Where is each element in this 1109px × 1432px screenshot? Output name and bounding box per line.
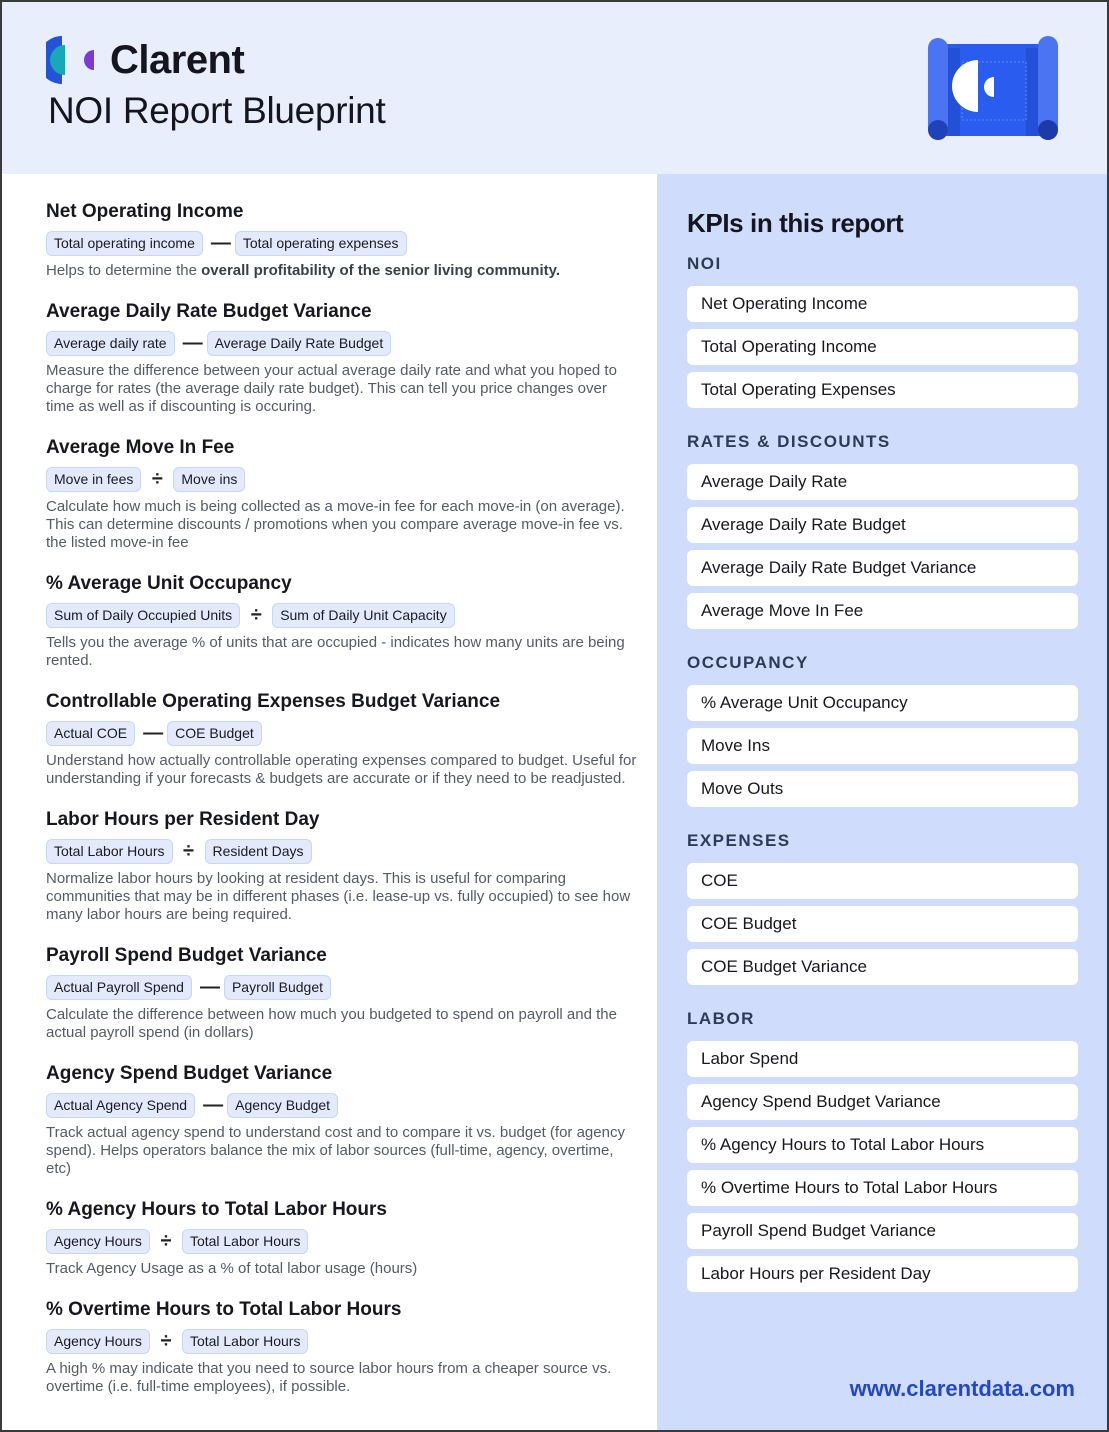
kpi-item[interactable]: Labor Spend [687,1041,1078,1077]
kpi-section [46,572,637,670]
blueprint-scroll-icon [926,34,1060,146]
formula-term: Actual Agency Spend [46,1093,195,1118]
formula [46,602,637,628]
divide-icon: ÷ [151,467,163,490]
kpi-item[interactable]: COE Budget Variance [687,949,1078,985]
section-title: Net Operating Income [46,201,244,222]
section-description [46,1360,637,1396]
kpi-item[interactable]: Agency Spend Budget Variance [687,1084,1078,1120]
formula-term: Total Labor Hours [46,839,173,864]
formula-term: Agency Budget [227,1093,338,1118]
minus-icon: — [203,1093,224,1116]
formula [46,974,637,1000]
description-text: Calculate the difference between how much you budgeted to spend on payroll and the actual payroll spend (in dollars) [46,1006,617,1041]
divide-icon: ÷ [250,603,262,626]
minus-icon: — [199,975,220,998]
description-text: Helps to determine the [46,262,202,279]
formula-term: Agency Hours [46,1229,150,1254]
kpi-panel [657,174,1107,1432]
kpi-section [46,200,637,280]
formula [46,1228,637,1254]
formula [46,1092,637,1118]
formula [46,330,637,356]
formula-term: Move ins [173,467,245,492]
kpi-group-label: LABOR [687,1009,755,1028]
kpi-group-label: OCCUPANCY [687,653,809,672]
kpi-section [46,1062,637,1178]
formula-term: Actual COE [46,721,135,746]
kpi-item[interactable]: Total Operating Income [687,329,1078,365]
brand-name: Clarent [110,37,245,82]
formula-term: Move in fees [46,467,141,492]
formula-term: COE Budget [167,721,262,746]
kpi-item[interactable]: % Overtime Hours to Total Labor Hours [687,1170,1078,1206]
description-emphasis: overall profitability of the senior living community. [201,262,561,279]
kpi-item[interactable]: Average Move In Fee [687,593,1078,629]
formula-term: Total Labor Hours [182,1329,309,1354]
section-description [46,634,637,670]
kpi-item[interactable]: Labor Hours per Resident Day [687,1256,1078,1292]
page-title: NOI Report Blueprint [48,90,386,131]
kpi-item[interactable]: % Agency Hours to Total Labor Hours [687,1127,1078,1163]
formula [46,838,637,864]
formula-term: Sum of Daily Unit Capacity [272,603,455,628]
kpi-item[interactable]: COE [687,863,1078,899]
header [2,2,1107,174]
section-description [46,362,637,416]
kpi-group-label: EXPENSES [687,831,791,850]
kpi-section [46,436,637,552]
section-title: % Overtime Hours to Total Labor Hours [46,1299,402,1320]
formula-term: Total Labor Hours [182,1229,309,1254]
kpi-section [46,808,637,924]
minus-icon: — [143,721,164,744]
kpi-item[interactable]: Total Operating Expenses [687,372,1078,408]
divide-icon: ÷ [183,839,194,862]
clarent-logo-icon [46,36,96,84]
section-title: % Average Unit Occupancy [46,573,292,594]
kpi-item[interactable]: Average Daily Rate Budget Variance [687,550,1078,586]
section-description [46,1006,637,1042]
kpi-section [46,690,637,788]
formula [46,466,637,492]
kpi-section [46,944,637,1042]
formula-term: Resident Days [205,839,312,864]
formula-term: Total operating income [46,231,203,256]
kpi-item[interactable]: Average Daily Rate [687,464,1078,500]
description-text: Tells you the average % of units that are occupied - indicates how many units are being rented. [46,634,625,669]
section-title: Agency Spend Budget Variance [46,1063,333,1084]
website-link[interactable]: www.clarentdata.com [849,1376,1075,1401]
description-text: A high % may indicate that you need to source labor hours from a cheaper source vs. overtime (i.e. full-time employees), if possible. [46,1360,612,1395]
section-description [46,870,637,924]
kpi-panel-heading: KPIs in this report [687,208,904,238]
description-text: Measure the difference between your actual average daily rate and what you hoped to charge for rates (the average daily rate budget). This can tell you price changes over time as well as if discounting is occuring. [46,362,617,415]
kpi-item[interactable]: Net Operating Income [687,286,1078,322]
section-description [46,262,637,280]
description-text: Calculate how much is being collected as a move-in fee for each move-in (on average). This can determine discounts / promotions when you compare average move-in fee vs. the listed move-in fee [46,498,625,551]
formula-term: Total operating expenses [235,231,407,256]
kpi-item[interactable]: Move Ins [687,728,1078,764]
kpi-item[interactable]: Move Outs [687,771,1078,807]
kpi-group-label: RATES & DISCOUNTS [687,432,891,451]
kpi-section [46,1298,637,1396]
formula [46,1328,637,1354]
kpi-item[interactable]: COE Budget [687,906,1078,942]
formula [46,720,637,746]
kpi-section [46,1198,637,1278]
description-text: Track actual agency spend to understand cost and to compare it vs. budget (for agency spend). Helps operators balance the mix of labor sources (full-time, agency, overtime, etc) [46,1124,625,1177]
minus-icon: — [210,231,231,254]
section-description [46,1124,637,1178]
formula-term: Payroll Budget [224,975,331,1000]
section-title: % Agency Hours to Total Labor Hours [46,1199,387,1220]
divide-icon: ÷ [160,1329,172,1352]
section-title: Labor Hours per Resident Day [46,809,320,830]
description-text: Understand how actually controllable operating expenses compared to budget. Useful for understanding if your forecasts & budgets are accurate or if they need to be readjusted. [46,752,637,787]
formula-term: Average daily rate [46,331,175,356]
minus-icon: — [182,331,203,354]
kpi-item[interactable]: % Average Unit Occupancy [687,685,1078,721]
kpi-definitions [2,174,657,1432]
kpi-section [46,300,637,416]
description-text: Normalize labor hours by looking at resident days. This is useful for comparing communities that may be in different phases (i.e. lease-up vs. fully occupied) to see how many labor hours are being required. [46,870,631,923]
section-title: Average Move In Fee [46,437,235,458]
section-description [46,752,637,788]
formula-term: Average Daily Rate Budget [207,331,392,356]
formula-term: Sum of Daily Occupied Units [46,603,240,628]
kpi-item[interactable]: Average Daily Rate Budget [687,507,1078,543]
description-text: Track Agency Usage as a % of total labor usage (hours) [46,1260,418,1277]
formula [46,230,637,256]
section-title: Controllable Operating Expenses Budget Variance [46,691,501,712]
kpi-item[interactable]: Payroll Spend Budget Variance [687,1213,1078,1249]
formula-term: Actual Payroll Spend [46,975,192,1000]
section-title: Payroll Spend Budget Variance [46,945,327,966]
section-title: Average Daily Rate Budget Variance [46,301,372,322]
formula-term: Agency Hours [46,1329,150,1354]
kpi-group-label: NOI [687,254,722,273]
brand [46,36,244,84]
divide-icon: ÷ [160,1229,172,1252]
section-description [46,1260,637,1278]
section-description [46,498,637,552]
